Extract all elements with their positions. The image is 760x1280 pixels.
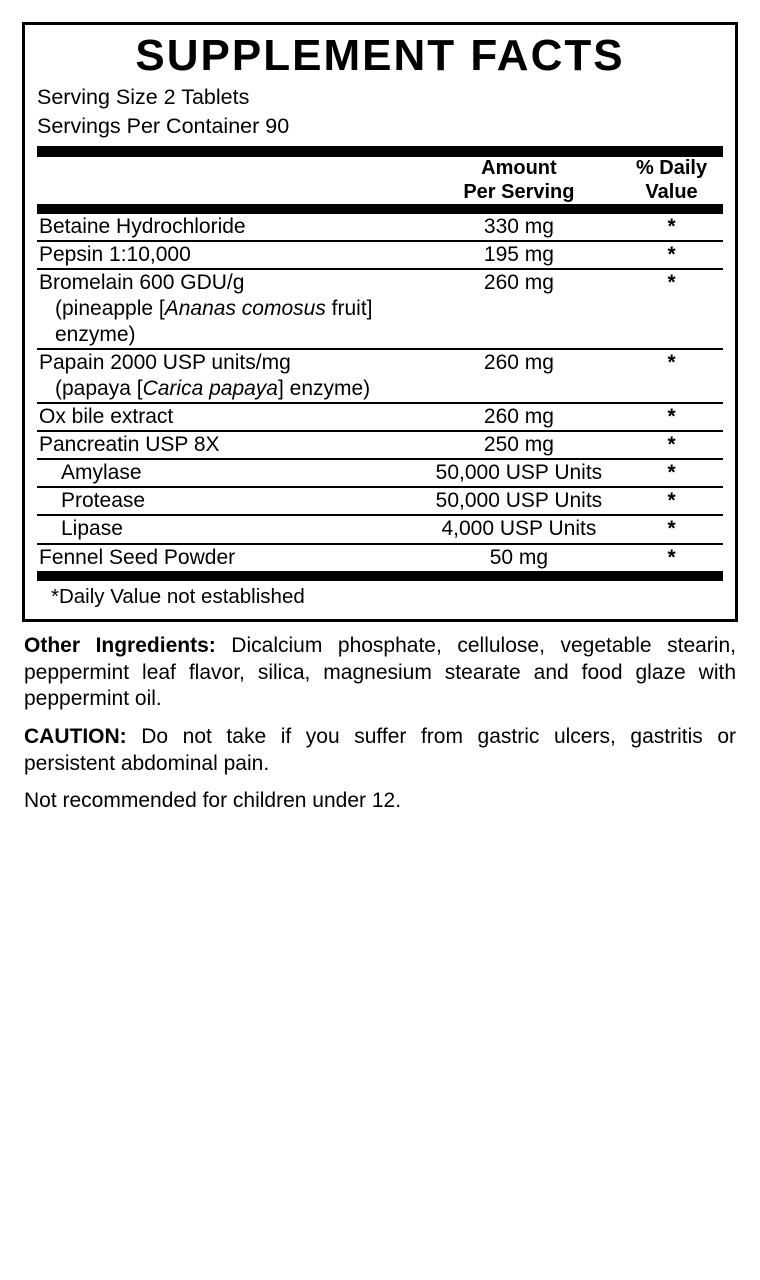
row-daily-value: * [620,515,723,543]
header-spacer [37,157,418,204]
row-name [37,515,418,543]
row-name: Betaine Hydrochloride [39,215,246,239]
other-ingredients-text: Dicalcium phosphate, cellulose, vegetable stearin, peppermint leaf flavor, silica, magnesium stearate and food glaze with peppermint oil. [24,634,736,711]
ingredient-table [37,214,723,570]
row-name [37,269,418,349]
row-daily-value: * [620,269,723,349]
header-dv-line2: Value [645,180,698,203]
row-name: Ox bile extract [37,403,418,431]
serving-size: Serving Size 2 Tablets [37,85,250,110]
row-amount: 4,000 USP Units [418,515,620,543]
row-daily-value: * [620,431,723,459]
header-amount-line2: Per Serving [463,180,575,203]
table-row [37,241,723,269]
table-row [37,269,723,349]
row-name-indented: Protease [61,489,146,513]
table-row [37,487,723,515]
table-row [37,431,723,459]
facts-table [37,157,723,204]
other-ingredients [24,633,736,713]
row-name-sub: (papaya [Carica papaya] enzyme) [55,377,371,401]
row-daily-value: * [667,215,676,239]
table-row [37,214,723,241]
row-name-sub: (pineapple [Ananas comosus fruit] enzyme) [55,297,373,347]
row-amount: 260 mg [418,269,620,349]
other-ingredients-label: Other Ingredients: [24,634,216,658]
row-daily-value: * [620,487,723,515]
age-note: Not recommended for children under 12. [24,789,402,813]
servings-per-container: Servings Per Container 90 [37,113,290,138]
daily-value-footnote: *Daily Value not established [51,584,305,608]
row-amount: 50 mg [418,544,620,571]
header-amount-line1: Amount [481,156,557,179]
footer-rule-med [37,571,723,581]
row-amount: 50,000 USP Units [418,487,620,515]
table-row [37,459,723,487]
row-name [37,487,418,515]
below-panel-text [22,633,738,815]
row-amount: 330 mg [483,215,554,239]
row-daily-value: * [620,544,723,571]
table-row [37,515,723,543]
table-row [37,544,723,571]
table-header-row [37,157,723,204]
row-name [37,349,418,403]
row-name [37,459,418,487]
row-daily-value: * [620,349,723,403]
header-rule-thick [37,146,723,157]
row-name-indented: Lipase [61,517,123,541]
caution-label: CAUTION: [24,725,127,749]
supplement-facts-panel [22,22,738,622]
row-name: Pancreatin USP 8X [37,431,418,459]
row-name-main: Papain 2000 USP units/mg [39,351,291,375]
row-name: Fennel Seed Powder [37,544,418,571]
header-amount [418,157,620,204]
table-row [37,403,723,431]
latin-name: Carica papaya [142,377,278,401]
row-amount: 260 mg [418,349,620,403]
table-row [37,349,723,403]
row-name-indented: Amylase [61,461,142,485]
row-daily-value: * [620,403,723,431]
row-amount: 195 mg [418,241,620,269]
row-name: Pepsin 1:10,000 [37,241,418,269]
header-dv-line1: % Daily [635,156,708,179]
row-amount: 50,000 USP Units [418,459,620,487]
caution [24,724,736,777]
row-name-main: Bromelain 600 GDU/g [39,271,245,295]
caution-text: Do not take if you suffer from gastric ulcers, gastritis or persistent abdominal pain. [24,725,736,775]
panel-title: SUPPLEMENT FACTS [135,31,625,80]
latin-name: Ananas comosus [164,297,326,321]
row-daily-value: * [620,241,723,269]
row-amount: 260 mg [418,403,620,431]
header-rule-med [37,204,723,214]
header-daily-value [620,157,723,204]
row-daily-value: * [620,459,723,487]
row-amount: 250 mg [418,431,620,459]
